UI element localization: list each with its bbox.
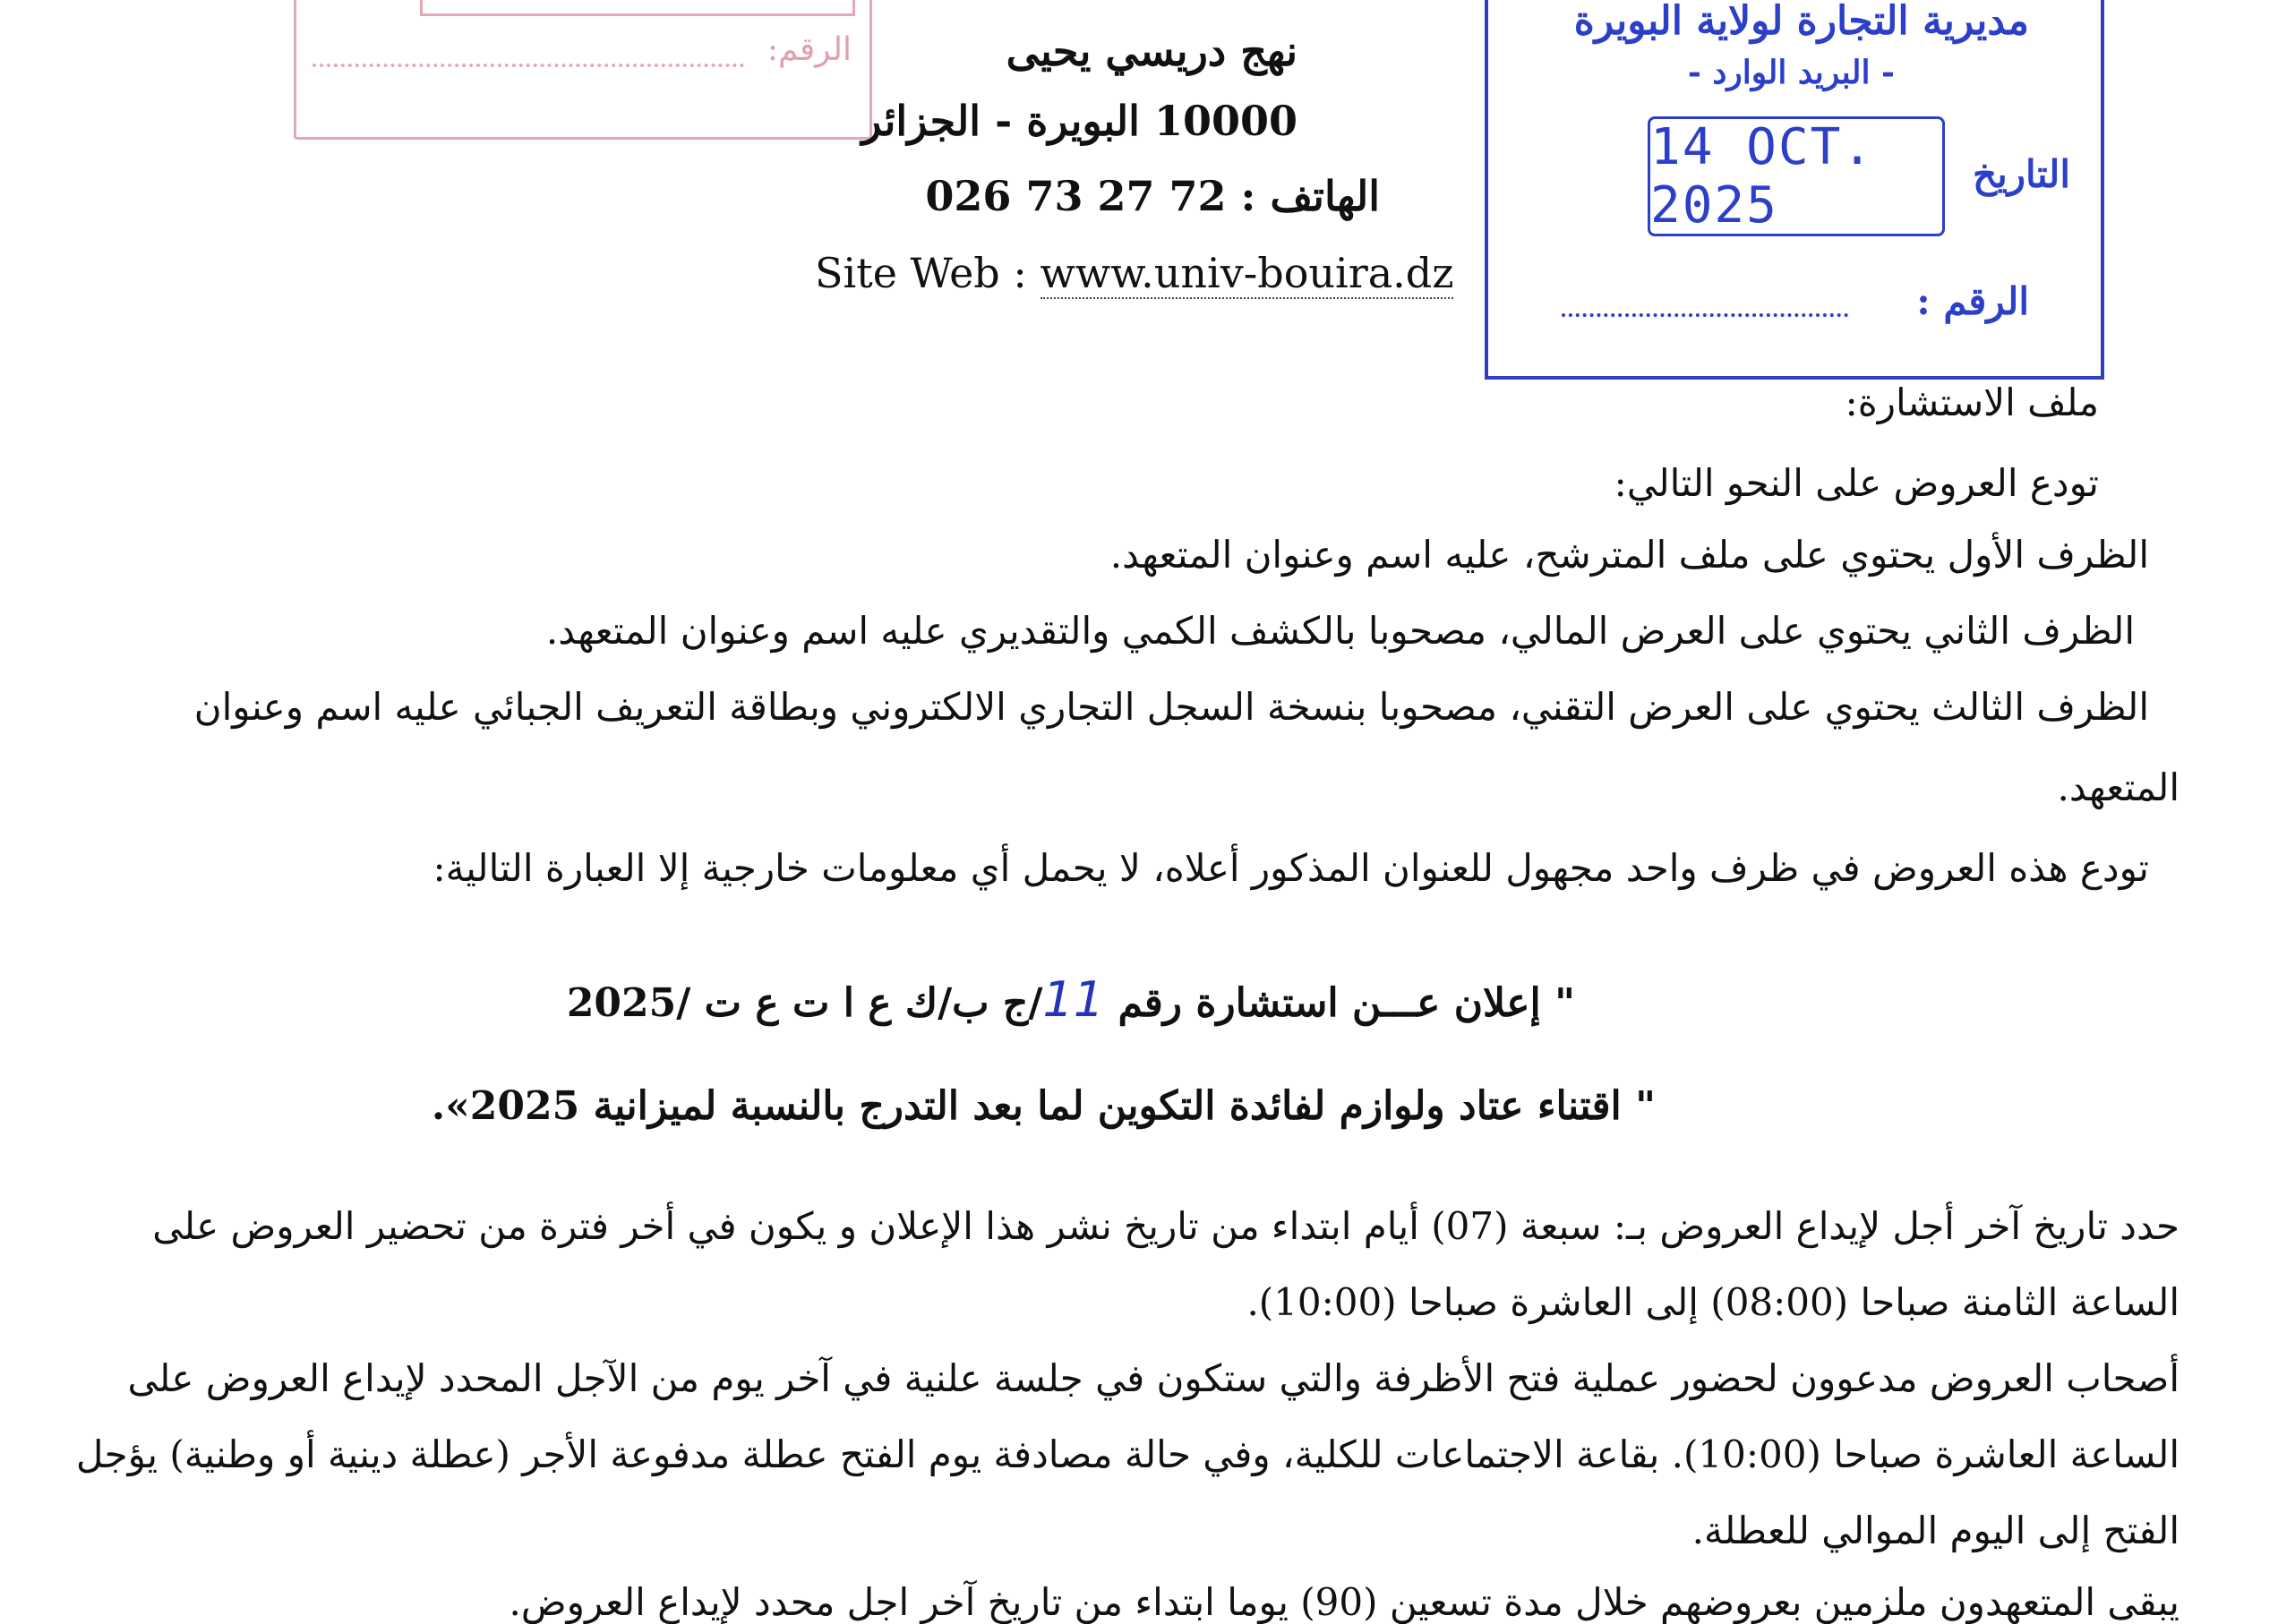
address-phone: الهاتف : 72 27 73 026 [925, 172, 1380, 220]
envelope-1: الظرف الأول يحتوي على ملف المترشح، عليه اسم وعنوان المتعهد. [1109, 533, 2149, 577]
stamp-org-name: مديرية التجارة لولاية البويرة [1573, 0, 2029, 44]
validity-line: يبقى المتعهدون ملزمين بعروضهم خلال مدة تسعين (90) يوما ابتداء من تاريخ آخر اجل محدد لإيداع العروض. [509, 1580, 2180, 1624]
announcement-number: 11 [1042, 971, 1105, 1028]
website-link[interactable]: www.univ-bouira.dz [1040, 249, 1454, 297]
stamp-number-label: الرقم: [766, 31, 852, 68]
stamp-number-dots [1562, 313, 1848, 317]
intro-line: تودع العروض على النحو التالي: [1614, 461, 2099, 505]
received-stamp-pink [294, 0, 872, 140]
opening-line2: الساعة العاشرة صباحا (10:00). بقاعة الاجتماعات للكلية، وفي حالة مصادفة يوم الفتح عطلة مدفوعة الأجر (عطلة دينية أو وطنية) يؤجل [75, 1432, 2180, 1476]
opening-line3: الفتح إلى اليوم الموالي للعطلة. [1691, 1509, 2180, 1552]
stamp-date-value: 14 OCT. 2025 [1650, 118, 1875, 235]
envelope-3-line1: الظرف الثالث يحتوي على العرض التقني، مصحوبا بنسخة السجل التجاري الالكتروني وبطاقة التعريف الجبائي عليه اسم وعنوان [193, 685, 2149, 729]
subject-line: " اقتناء عتاد ولوازم لفائدة التكوين لما بعد التدرج بالنسبة لميزانية 2025». [431, 1083, 1656, 1129]
opening-line1: أصحاب العروض مدعوون لحضور عملية فتح الأظرفة والتي ستكون في جلسة علنية في آخر يوم من الآجل المحدد لإيداع العروض على [127, 1356, 2180, 1400]
stamp-number-label: الرقم : [1916, 279, 2029, 323]
announcement-prefix: " إعلان عـــن استشارة رقم [1118, 980, 1575, 1026]
received-stamp-blue [1485, 0, 2104, 380]
deadline-line2: الساعة الثامنة صباحا (08:00) إلى العاشرة صباحا (10:00). [1246, 1280, 2180, 1324]
stamp-department: - البريد الوارد - [1687, 54, 1895, 91]
address-city: 10000 البويرة - الجزائر [861, 97, 1297, 145]
envelope-2: الظرف الثاني يحتوي على العرض المالي، مصحوبا بالكشف الكمي والتقديري عليه اسم وعنوان المتعهد. [545, 609, 2135, 653]
stamp-date-label: التاريخ [1972, 152, 2070, 196]
address-street: نهج دريسي يحيى [1006, 27, 1297, 75]
envelope-3-line2: المتعهد. [2057, 765, 2180, 809]
stamp-inner-box [420, 0, 855, 16]
deadline-line1: حدد تاريخ آخر أجل لإيداع العروض بـ: سبعة (07) أيام ابتداء من تاريخ نشر هذا الإعلان و يكون في أخر فترة من تحضير العروض على [152, 1204, 2180, 1248]
deposit-note: تودع هذه العروض في ظرف واحد مجهول للعنوان المذكور أعلاه، لا يحمل أي معلومات خارجية إلا العبارة التالية: [432, 846, 2149, 890]
website-line [815, 249, 1453, 297]
announcement-suffix: /ج ب/ك ع ا ت ع ت /2025 [566, 980, 1043, 1026]
file-label: ملف الاستشارة: [1845, 380, 2099, 424]
website-label: Site Web : [815, 249, 1027, 297]
stamp-number-dots [313, 64, 744, 67]
announcement-title [567, 971, 1575, 1028]
stamp-date-box [1648, 116, 1945, 236]
